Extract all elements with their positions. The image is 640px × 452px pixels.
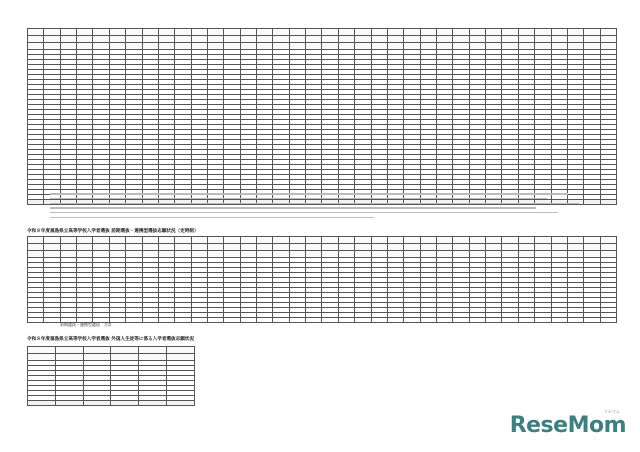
table-cell [567, 36, 583, 43]
table-cell [469, 251, 485, 258]
table-cell [126, 251, 142, 258]
table-cell [355, 29, 371, 36]
table-cell [502, 29, 518, 36]
table-cell [306, 251, 322, 258]
table-cell [502, 244, 518, 251]
table-cell [158, 318, 174, 323]
table-cell [224, 43, 240, 50]
table-cell [551, 36, 567, 43]
table-cell [207, 29, 223, 36]
table-cell [600, 251, 616, 258]
table-cell [371, 251, 387, 258]
table-cell [44, 244, 60, 251]
table-cell [126, 318, 142, 323]
table-cell [486, 244, 502, 251]
table-cell [191, 237, 207, 244]
table-cell [191, 251, 207, 258]
table-cell [453, 29, 469, 36]
table-cell [175, 36, 191, 43]
table-cell [551, 318, 567, 323]
table-cell [518, 318, 534, 323]
table-cell [306, 318, 322, 323]
table-cell [338, 29, 354, 36]
section-title-part3: 令和８年度福島県立高等学校入学者選抜 外国人生徒等に係る入学者選抜志願状況 [27, 337, 194, 342]
table-cell [289, 36, 305, 43]
table-cell [453, 244, 469, 251]
table-cell [420, 29, 436, 36]
table-cell [289, 237, 305, 244]
table-cell [518, 251, 534, 258]
table-cell [60, 43, 76, 50]
table-cell [93, 29, 109, 36]
table-cell [207, 237, 223, 244]
table-cell [535, 244, 551, 251]
table-cell [44, 237, 60, 244]
table-cell [191, 43, 207, 50]
table-cell [600, 318, 616, 323]
table-cell [567, 244, 583, 251]
table-cell [28, 43, 44, 50]
table-cell [535, 251, 551, 258]
table-cell [486, 318, 502, 323]
table-cell [355, 251, 371, 258]
table-cell [371, 29, 387, 36]
table-cell [404, 251, 420, 258]
table-cell [207, 43, 223, 50]
table-cell [355, 43, 371, 50]
table-cell [139, 347, 167, 354]
table-cell [338, 237, 354, 244]
table-cell [453, 43, 469, 50]
table-cell [240, 43, 256, 50]
table-cell [502, 237, 518, 244]
table-cell [273, 29, 289, 36]
table-cell [567, 237, 583, 244]
table-cell [453, 237, 469, 244]
table-cell [535, 36, 551, 43]
section-title-part2: 令和８年度福島県立高等学校入学者選抜 前期選抜・連携型選抜志願状況（定時制） [27, 229, 199, 234]
table-cell [167, 354, 195, 361]
table-cell [257, 29, 273, 36]
table-cell [486, 29, 502, 36]
table-cell [83, 354, 111, 361]
table-cell [584, 43, 600, 50]
table-cell [469, 36, 485, 43]
table-cell [28, 36, 44, 43]
table-cell [126, 43, 142, 50]
header-row [28, 237, 617, 244]
table-cell [109, 29, 125, 36]
table-cell [175, 251, 191, 258]
table-cell [191, 36, 207, 43]
table-cell [551, 251, 567, 258]
table-cell [167, 347, 195, 354]
table-cell [600, 29, 616, 36]
table-cell [584, 244, 600, 251]
table-cell [306, 29, 322, 36]
table-cell [109, 36, 125, 43]
table-cell [436, 251, 452, 258]
table-cell [289, 43, 305, 50]
table-cell [109, 251, 125, 258]
table-cell [551, 43, 567, 50]
table-cell [518, 237, 534, 244]
table-cell [142, 244, 158, 251]
table-cell [371, 237, 387, 244]
table-cell [502, 36, 518, 43]
table-cell [289, 244, 305, 251]
table-cell [420, 43, 436, 50]
table-cell [322, 36, 338, 43]
table-cell [126, 29, 142, 36]
table-cell [240, 244, 256, 251]
table-cell [306, 244, 322, 251]
table-cell [175, 244, 191, 251]
table-cell [338, 36, 354, 43]
table-cell [240, 29, 256, 36]
table-cell [502, 43, 518, 50]
table-cell [240, 237, 256, 244]
table-cell [60, 237, 76, 244]
table-cell [93, 251, 109, 258]
table-cell [142, 237, 158, 244]
table-cell [93, 36, 109, 43]
table-cell [338, 43, 354, 50]
table-cell [175, 318, 191, 323]
table-cell [60, 251, 76, 258]
table-cell [371, 244, 387, 251]
table-cell [273, 36, 289, 43]
header-row [28, 347, 195, 354]
table-cell [387, 244, 403, 251]
table-cell [306, 36, 322, 43]
table-cell [371, 36, 387, 43]
table-cell [126, 237, 142, 244]
table-cell [224, 237, 240, 244]
table-cell [322, 318, 338, 323]
table-cell [111, 347, 139, 354]
table-cell [77, 244, 93, 251]
table-cell [83, 347, 111, 354]
table-cell [469, 43, 485, 50]
table-foreign-students [27, 346, 195, 406]
table-cell [240, 251, 256, 258]
table-cell [436, 29, 452, 36]
table-cell [257, 244, 273, 251]
table-cell [306, 237, 322, 244]
table-cell [175, 237, 191, 244]
table-cell [111, 401, 139, 406]
table-cell [257, 318, 273, 323]
table-row [28, 401, 195, 406]
table-cell [175, 43, 191, 50]
logo-wordmark: ReseMom [509, 413, 626, 438]
table-cell [77, 251, 93, 258]
table-cell [207, 244, 223, 251]
table-cell [387, 237, 403, 244]
table-cell [55, 354, 83, 361]
table-cell [404, 43, 420, 50]
table-cell [469, 29, 485, 36]
table-cell [600, 36, 616, 43]
table-cell [371, 43, 387, 50]
table-cell [486, 237, 502, 244]
table-cell [224, 318, 240, 323]
table-cell [191, 29, 207, 36]
table-cell [322, 29, 338, 36]
table-cell [83, 401, 111, 406]
table-cell [207, 251, 223, 258]
table-cell [436, 244, 452, 251]
table-cell [273, 237, 289, 244]
table-cell [207, 36, 223, 43]
table-cell [387, 251, 403, 258]
table-cell [404, 318, 420, 323]
table-cell [44, 29, 60, 36]
table-cell [28, 401, 56, 406]
table-cell [338, 318, 354, 323]
table-cell [109, 43, 125, 50]
table-cell [371, 318, 387, 323]
table-cell [486, 251, 502, 258]
table-cell [551, 29, 567, 36]
table-cell [273, 43, 289, 50]
table-cell [420, 237, 436, 244]
table-cell [167, 401, 195, 406]
table-cell [142, 318, 158, 323]
table-cell [567, 43, 583, 50]
table-cell [77, 43, 93, 50]
table-cell [77, 237, 93, 244]
header-row [28, 29, 617, 36]
table-cell [55, 347, 83, 354]
table-cell [453, 36, 469, 43]
table-cell [93, 237, 109, 244]
table-cell [191, 318, 207, 323]
table-cell [404, 36, 420, 43]
table-cell [486, 36, 502, 43]
table-cell [44, 251, 60, 258]
table-cell [387, 36, 403, 43]
table-cell [142, 251, 158, 258]
table-cell [158, 244, 174, 251]
table-cell [420, 36, 436, 43]
table-cell [240, 36, 256, 43]
table-cell [453, 318, 469, 323]
table-cell [60, 244, 76, 251]
table-cell [600, 43, 616, 50]
table-cell [420, 244, 436, 251]
table-cell [306, 43, 322, 50]
table-cell [273, 244, 289, 251]
table-cell [436, 43, 452, 50]
table-cell [77, 29, 93, 36]
table-cell [387, 43, 403, 50]
table-cell [28, 244, 44, 251]
table-cell [584, 29, 600, 36]
table-cell [469, 237, 485, 244]
table-cell [404, 244, 420, 251]
table-cell [322, 237, 338, 244]
table-cell [60, 29, 76, 36]
table-cell [158, 29, 174, 36]
table-cell [420, 318, 436, 323]
table-cell [600, 200, 616, 205]
table-cell [436, 237, 452, 244]
table-cell [289, 29, 305, 36]
table-cell [453, 251, 469, 258]
table-cell [600, 244, 616, 251]
table-cell [139, 354, 167, 361]
table-cell [273, 318, 289, 323]
table-cell [60, 36, 76, 43]
table-cell [44, 318, 60, 323]
table-cell [584, 36, 600, 43]
table-parttime [27, 236, 617, 323]
table-cell [224, 244, 240, 251]
table-cell [567, 29, 583, 36]
table-cell [387, 29, 403, 36]
table-cell [273, 251, 289, 258]
table-cell [600, 237, 616, 244]
table-cell [109, 244, 125, 251]
table-cell [322, 43, 338, 50]
table-cell [584, 237, 600, 244]
table-cell [28, 347, 56, 354]
table-cell [567, 318, 583, 323]
table-cell [535, 237, 551, 244]
table-cell [224, 36, 240, 43]
table-cell [28, 237, 44, 244]
table-cell [142, 43, 158, 50]
table-cell [338, 251, 354, 258]
table-cell [44, 36, 60, 43]
table-cell [28, 29, 44, 36]
table-cell [355, 36, 371, 43]
table-cell [355, 237, 371, 244]
header-row [28, 43, 617, 50]
table-cell [257, 36, 273, 43]
table-cell [142, 29, 158, 36]
table-cell [111, 354, 139, 361]
table-cell [338, 244, 354, 251]
table-cell [584, 318, 600, 323]
table-cell [207, 318, 223, 323]
table-cell [486, 43, 502, 50]
table-cell [257, 43, 273, 50]
table-cell [28, 354, 56, 361]
header-row [28, 354, 195, 361]
table-cell [469, 318, 485, 323]
table-cell [518, 244, 534, 251]
table-cell [355, 318, 371, 323]
table-cell [551, 237, 567, 244]
header-row [28, 251, 617, 258]
table-cell [387, 318, 403, 323]
table-cell [535, 29, 551, 36]
table-cell [502, 251, 518, 258]
table-cell [518, 43, 534, 50]
table-row [28, 318, 617, 323]
table-cell [158, 43, 174, 50]
table-cell [44, 43, 60, 50]
table-cell [469, 244, 485, 251]
table-cell [142, 36, 158, 43]
table-cell [355, 244, 371, 251]
table-cell [502, 318, 518, 323]
table-cell [28, 251, 44, 258]
table-cell [584, 251, 600, 258]
table-cell [55, 401, 83, 406]
table-cell [109, 237, 125, 244]
header-row [28, 36, 617, 43]
table-cell [77, 36, 93, 43]
table-cell [158, 36, 174, 43]
table-cell [257, 237, 273, 244]
table-cell [126, 244, 142, 251]
table-cell [93, 244, 109, 251]
table-cell [535, 43, 551, 50]
resemom-logo [509, 409, 626, 438]
table-cell [158, 237, 174, 244]
table-cell [322, 244, 338, 251]
table-cell [322, 251, 338, 258]
table-cell [257, 251, 273, 258]
table-cell [175, 29, 191, 36]
table-cell [289, 318, 305, 323]
table-cell [139, 401, 167, 406]
table-cell [158, 251, 174, 258]
table-fulltime [27, 28, 617, 205]
table-cell [404, 237, 420, 244]
table-cell [551, 244, 567, 251]
table-cell [126, 36, 142, 43]
table-cell [224, 251, 240, 258]
table-cell [518, 29, 534, 36]
table-cell [420, 251, 436, 258]
table-cell [518, 36, 534, 43]
table-cell [224, 29, 240, 36]
header-row [28, 244, 617, 251]
table-cell [191, 244, 207, 251]
table-cell [289, 251, 305, 258]
table-cell [535, 318, 551, 323]
table-cell [436, 318, 452, 323]
logo-subtext: リセマム [604, 409, 620, 414]
summary-label: 前期選抜・連携型選抜 合計 [60, 322, 112, 327]
table-cell [28, 200, 44, 205]
table-cell [436, 36, 452, 43]
table-cell [93, 43, 109, 50]
table-cell [240, 318, 256, 323]
table-cell [567, 251, 583, 258]
table-cell [28, 318, 44, 323]
table-cell [404, 29, 420, 36]
notes-block [50, 190, 590, 221]
